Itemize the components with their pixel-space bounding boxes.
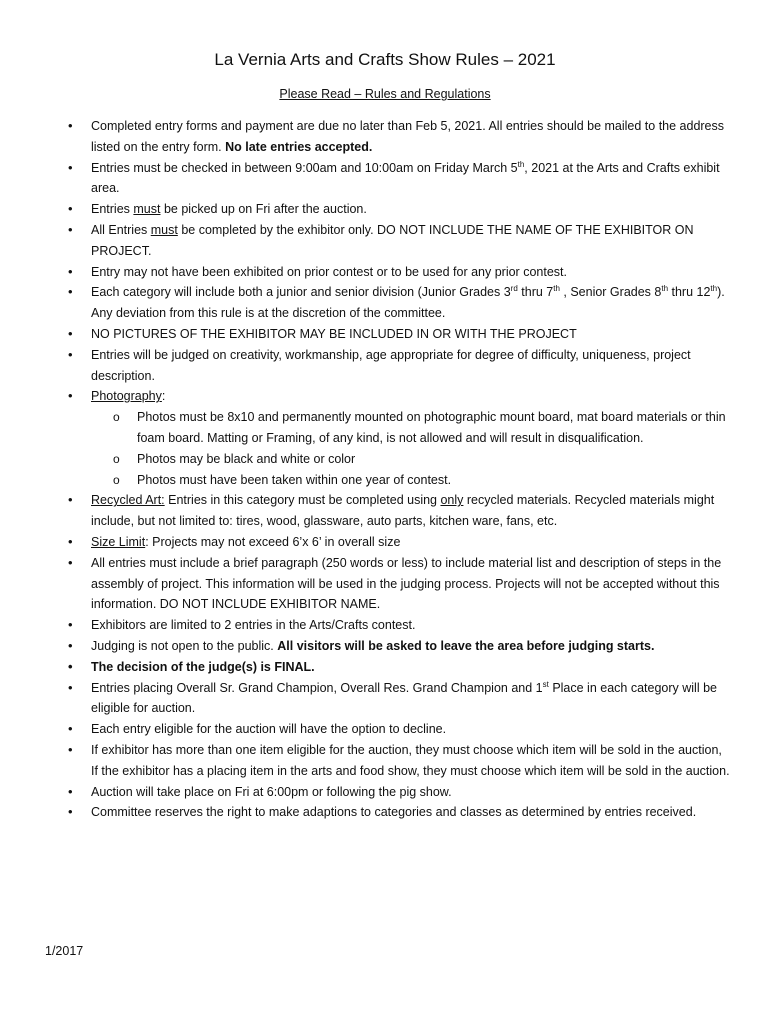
rule-committee-rights: • Committee reserves the right to make adaptions to categories and classes as determined by entries received.	[65, 802, 730, 823]
rule-auction-time: • Auction will take place on Fri at 6:00pm or following the pig show.	[65, 782, 730, 803]
rule-recycled-art: • Recycled Art: Entries in this category must be completed using only recycled materials. Recycled materials might include, but not limited to: tires, wood, glassware, auto parts, kitchen ware, fans, etc.	[65, 490, 730, 532]
rule-auction-eligibility: • Entries placing Overall Sr. Grand Champion, Overall Res. Grand Champion and 1st Place in each category will be eligible for auction.	[65, 678, 730, 720]
photography-sub-list	[91, 407, 730, 490]
rule-judging-closed: • Judging is not open to the public. All visitors will be asked to leave the area before judging starts.	[65, 636, 730, 657]
rule-pick-up: • Entries must be picked up on Fri after the auction.	[65, 199, 730, 220]
rule-prior-contest: • Entry may not have been exhibited on prior contest or to be used for any prior contest.	[65, 262, 730, 283]
photo-rule-color: o Photos may be black and white or color	[91, 449, 730, 470]
rule-check-in: • Entries must be checked in between 9:00am and 10:00am on Friday March 5th, 2021 at the Arts and Crafts exhibit area.	[65, 158, 730, 200]
rule-completed-by-exhibitor: • All Entries must be completed by the exhibitor only. DO NOT INCLUDE THE NAME OF THE EXHIBITOR ON PROJECT.	[65, 220, 730, 262]
rule-no-pictures: • NO PICTURES OF THE EXHIBITOR MAY BE INCLUDED IN OR WITH THE PROJECT	[65, 324, 730, 345]
rule-decision-final: • The decision of the judge(s) is FINAL.	[65, 657, 730, 678]
rules-list	[65, 116, 730, 823]
rule-multiple-items: • If exhibitor has more than one item eligible for the auction, they must choose which item will be sold in the auction, If the exhibitor has a placing item in the arts and food show, they must choose which item will be sold in the auction.	[65, 740, 730, 782]
rule-entry-limit: • Exhibitors are limited to 2 entries in the Arts/Crafts contest.	[65, 615, 730, 636]
rule-photography: • Photography: o Photos must be 8x10 and permanently mounted on photographic mount board, mat board materials or thin foam board. Matting or Framing, of any kind, is not allowed and will result in disqualification. o Photos may be black and white or color o Photos must have been taken within one year of contest.	[65, 386, 730, 490]
photo-rule-timeframe: o Photos must have been taken within one year of contest.	[91, 470, 730, 491]
rule-judging-criteria: • Entries will be judged on creativity, workmanship, age appropriate for degree of difficulty, uniqueness, project description.	[65, 345, 730, 387]
photo-rule-mounting: o Photos must be 8x10 and permanently mounted on photographic mount board, mat board materials or thin foam board. Matting or Framing, of any kind, is not allowed and will result in disqualification.	[91, 407, 730, 449]
footer-date: 1/2017	[45, 944, 84, 958]
no-late-entries-text: No late entries accepted.	[225, 139, 373, 154]
rule-description-paragraph: • All entries must include a brief paragraph (250 words or less) to include material list and description of steps in the assembly of project. This information will be used in the judging process. Projects will not be accepted without this information. DO NOT INCLUDE EXHIBITOR NAME.	[65, 553, 730, 615]
rule-auction-decline: • Each entry eligible for the auction will have the option to decline.	[65, 719, 730, 740]
rule-entry-deadline: • Completed entry forms and payment are due no later than Feb 5, 2021. All entries should be mailed to the address listed on the entry form. No late entries accepted.	[65, 116, 730, 158]
page-subtitle: Please Read – Rules and Regulations	[279, 87, 491, 101]
page-title: La Vernia Arts and Crafts Show Rules – 2021	[214, 50, 556, 69]
rule-divisions: • Each category will include both a junior and senior division (Junior Grades 3rd thru 7th , Senior Grades 8th thru 12th). Any deviation from this rule is at the discretion of the committee.	[65, 282, 730, 324]
rule-size-limit: • Size Limit: Projects may not exceed 6’x 6’ in overall size	[65, 532, 730, 553]
